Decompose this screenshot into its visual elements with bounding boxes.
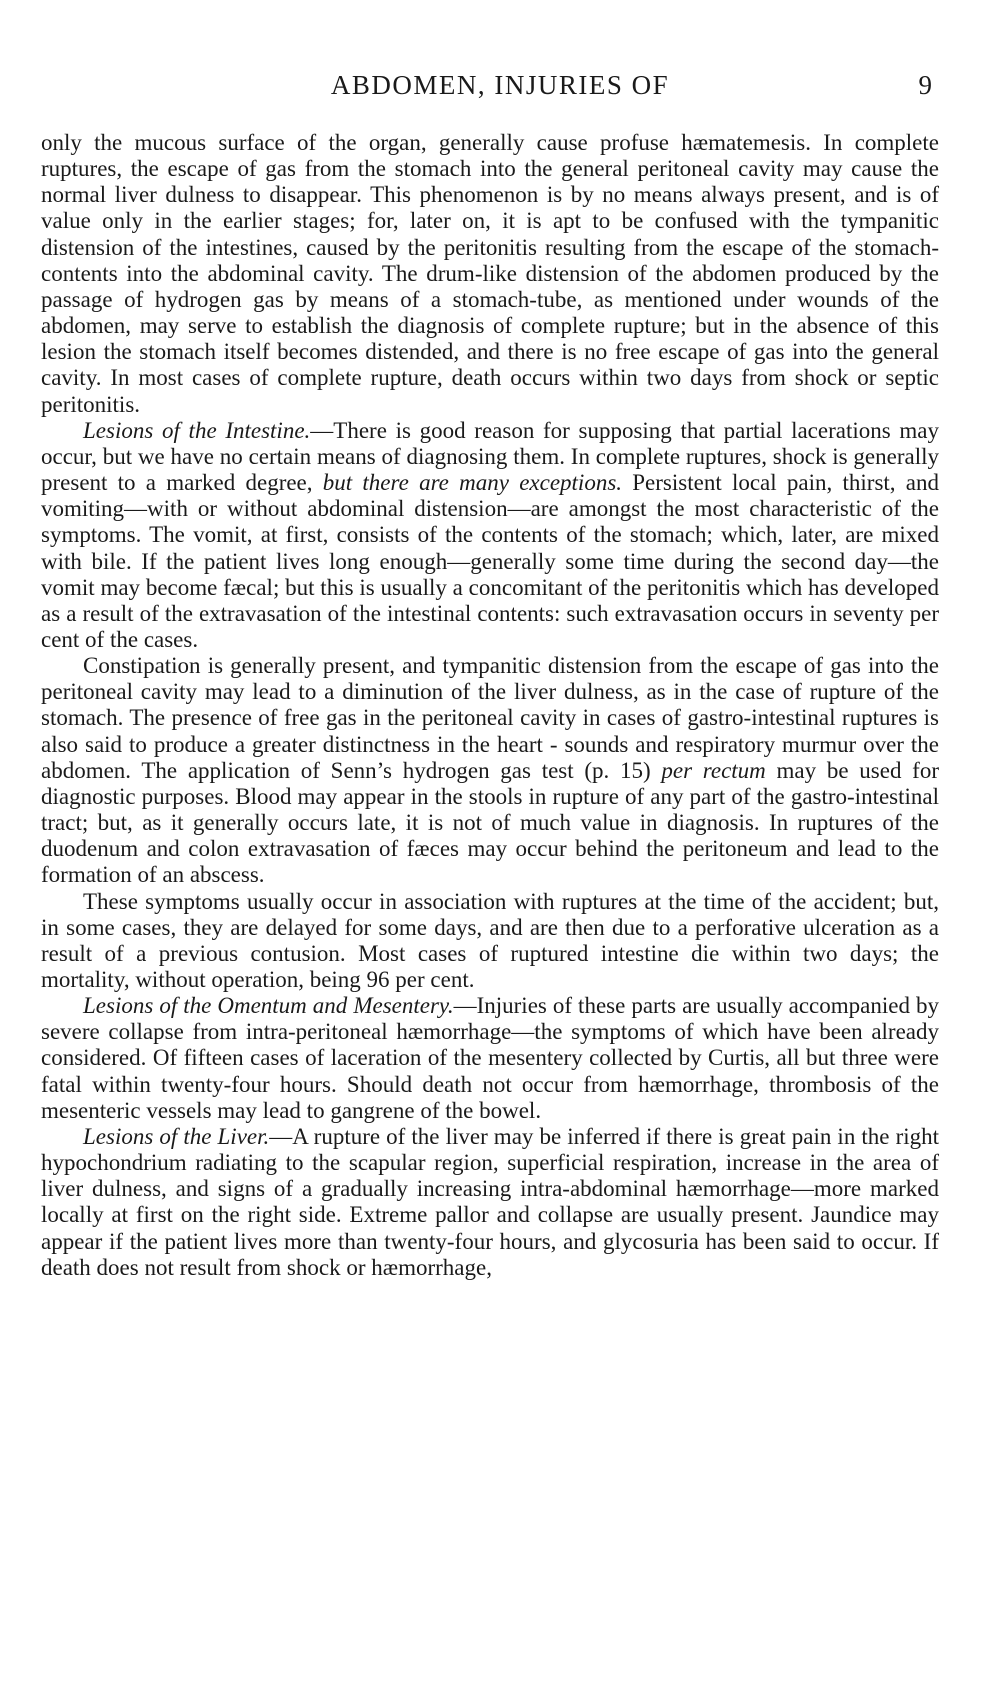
text-run: Constipation is generally present, and tympanitic distension from the escape of gas into the peritoneal cavity may lead to a diminution of the liver dulness, as in the case of rupture of the stomach. The presence of free gas in the peritoneal cavity in cases of gastro-intestinal ruptures is also said to produce a greater distinctness in the heart - sounds and respiratory murmur over the abdomen. The application of Senn’s hydrogen gas test (p. 15) <box>41 653 939 783</box>
paragraph <box>41 130 939 418</box>
paragraph <box>41 1124 939 1281</box>
italic-text: Lesions of the Intestine. <box>83 417 311 443</box>
paragraph <box>41 889 939 994</box>
page-number: 9 <box>918 70 932 100</box>
text-run: These symptoms usually occur in association with ruptures at the time of the accident; but, in some cases, they are delayed for some days, and are then due to a perforative ulceration as a result of a previous contusion. Most cases of ruptured intestine die within two days; the mortality, without operation, being 96 per cent. <box>41 888 939 992</box>
text-run: —There is good reason for supposing that partial lacerations may occur, but we have no certain means of diagnosing them. In complete ruptures, shock is generally present to a marked degree, <box>41 417 939 496</box>
paragraph <box>41 418 939 653</box>
text-run: —A rupture of the liver may be inferred if there is great pain in the right hypochondrium radiating to the scapular region, superficial respiration, increase in the area of liver dulness, and signs of a gradually increasing intra-abdominal hæmorrhage—more marked locally at first on the right side. Extreme pallor and collapse are usually present. Jaundice may appear if the patient lives more than twenty-four hours, and glycosuria has been said to occur. If death does not result from shock or hæmorrhage, <box>41 1123 940 1280</box>
paragraph <box>41 993 939 1124</box>
italic-text: per rectum <box>661 757 766 783</box>
italic-text: but there are many exceptions. <box>322 470 623 496</box>
text-run: may be used for diagnostic purposes. Blood may appear in the stools in rupture of any part of the gastro-intestinal tract; but, as it generally occurs late, it is not of much value in diagnosis. In ruptures of the duodenum and colon extravasation of fæces may occur behind the peritoneum and lead to the formation of an abscess. <box>41 757 939 888</box>
page-header <box>0 70 1000 110</box>
italic-text: Lesions of the Liver. <box>83 1123 270 1149</box>
italic-text: Lesions of the Omentum and Mesentery. <box>83 993 454 1019</box>
text-run: only the mucous surface of the organ, generally cause profuse hæmatemesis. In complete ruptures, the escape of gas from the stomach into the general peritoneal cavity may cause the normal liver dulness to disappear. This phenomenon is by no means always present, and is of value only in the earlier stages; for, later on, it is apt to be confused with the tympanitic distension of the intestines, caused by the peritonitis resulting from the escape of the stomach-contents into the abdominal cavity. The drum-like distension of the abdomen produced by the passage of hydrogen gas by means of a stomach-tube, as mentioned under wounds of the abdomen, may serve to establish the diagnosis of complete rupture; but in the absence of this lesion the stomach itself becomes distended, and there is no free escape of gas into the general cavity. In most cases of complete rupture, death occurs within two days from shock or septic peritonitis. <box>41 130 939 417</box>
running-head: ABDOMEN, INJURIES OF <box>330 70 670 100</box>
body-text <box>41 130 939 1281</box>
text-run: —Injuries of these parts are usually accompanied by severe collapse from intra-peritoneal hæmorrhage—the symptoms of which have been already considered. Of fifteen cases of laceration of the mesentery collected by Curtis, all but three were fatal within twenty-four hours. Should death not occur from hæmorrhage, thrombosis of the mesenteric vessels may lead to gangrene of the bowel. <box>41 993 939 1123</box>
text-run: Persistent local pain, thirst, and vomiting—with or without abdominal distension—are amongst the most characteristic of the symptoms. The vomit, at first, consists of the contents of the stomach; which, later, are mixed with bile. If the patient lives long enough—generally some time during the second day—the vomit may become fæcal; but this is usually a concomitant of the peritonitis which has developed as a result of the extravasation of the intestinal contents: such extravasation occurs in seventy per cent of the cases. <box>41 470 939 652</box>
paragraph <box>41 653 939 888</box>
